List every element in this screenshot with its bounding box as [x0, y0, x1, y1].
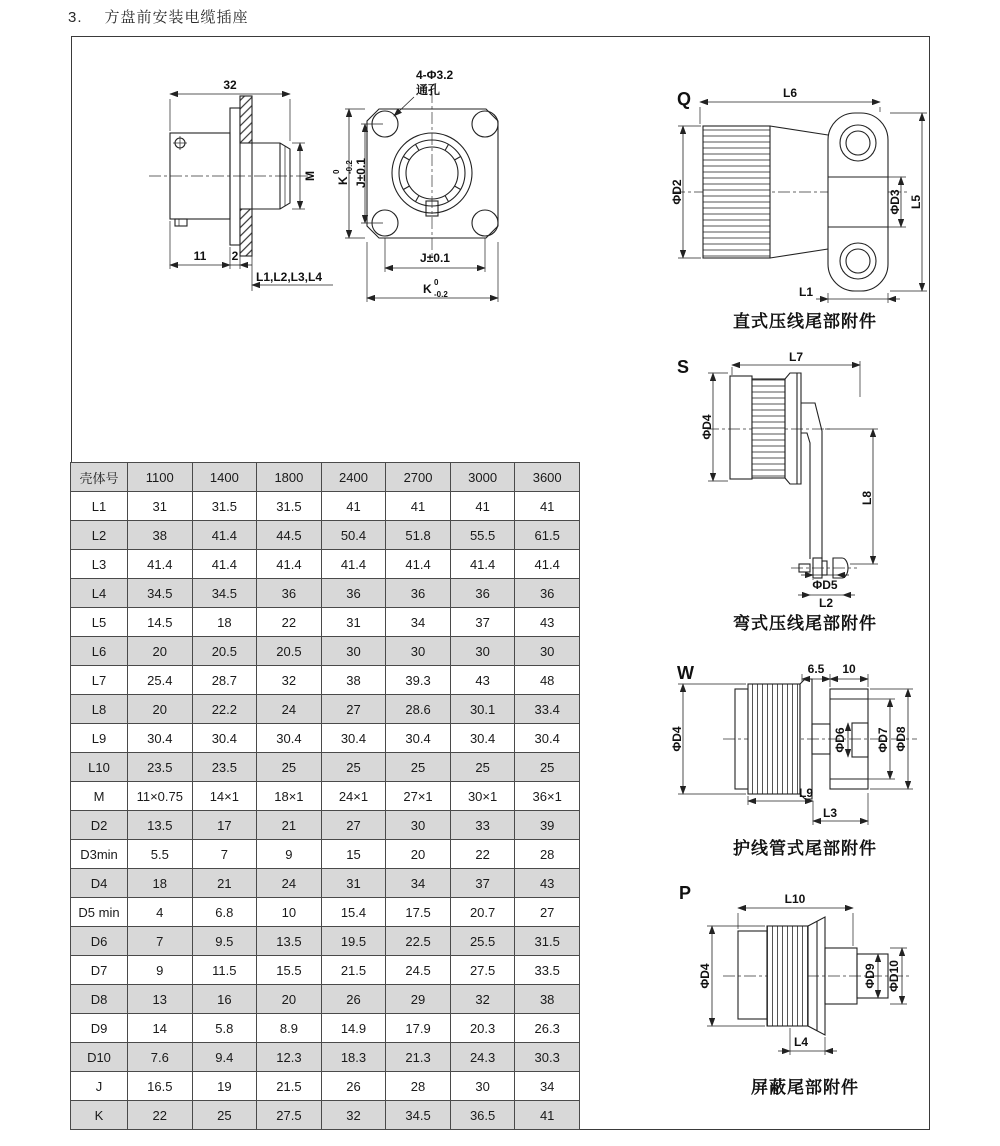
table-row [71, 608, 580, 637]
cell-value: 27.5 [257, 1101, 322, 1130]
table-row [71, 753, 580, 782]
row-label: L1 [71, 492, 128, 521]
cell-value: 33.4 [515, 695, 580, 724]
cell-value: 36 [515, 579, 580, 608]
cell-value: 17 [192, 811, 257, 840]
table-row [71, 521, 580, 550]
cell-value: 38 [321, 666, 386, 695]
row-label: D3min [71, 840, 128, 869]
row-label: L6 [71, 637, 128, 666]
cell-value: 43 [450, 666, 515, 695]
cell-value: 11.5 [192, 956, 257, 985]
row-label: D7 [71, 956, 128, 985]
table-row [71, 840, 580, 869]
side-view-drawing [147, 79, 347, 344]
row-label: J [71, 1072, 128, 1101]
cell-value: 27.5 [450, 956, 515, 985]
cell-value: 24 [257, 869, 322, 898]
cell-value: 9 [257, 840, 322, 869]
holes-callout-line2: 通孔 [416, 83, 441, 97]
cell-value: 14.5 [128, 608, 193, 637]
table-row [71, 579, 580, 608]
row-label: D10 [71, 1043, 128, 1072]
cell-value: 30 [386, 811, 451, 840]
cell-value: 21.5 [321, 956, 386, 985]
row-label: L8 [71, 695, 128, 724]
cell-value: 30.3 [515, 1043, 580, 1072]
dim-label-l7: L7 [788, 350, 804, 364]
table-row [71, 956, 580, 985]
dim-label-32: 32 [223, 78, 237, 92]
cell-value: 33.5 [515, 956, 580, 985]
cell-value: 31 [128, 492, 193, 521]
dim-label-d6: ΦD6 [833, 727, 847, 753]
cell-value: 31.5 [515, 927, 580, 956]
table-row [71, 1101, 580, 1130]
row-label: M [71, 782, 128, 811]
cell-value: 22 [450, 840, 515, 869]
cell-value: 5.5 [128, 840, 193, 869]
dim-label-10: 10 [842, 662, 856, 676]
cell-value: 39.3 [386, 666, 451, 695]
svg-text:0: 0 [434, 278, 439, 287]
cell-value: 31.5 [257, 492, 322, 521]
cell-value: 25 [192, 1101, 257, 1130]
cell-value: 30.4 [515, 724, 580, 753]
cell-value: 27×1 [386, 782, 451, 811]
spec-table-body [71, 492, 580, 1130]
cell-value: 34 [386, 608, 451, 637]
front-view-drawing [332, 63, 593, 338]
dim-label-w-d4: ΦD4 [670, 726, 684, 752]
p-caption: 屏蔽尾部附件 [751, 1078, 859, 1097]
cell-value: 32 [257, 666, 322, 695]
dim-label-d5: ΦD5 [812, 578, 838, 592]
cell-value: 19.5 [321, 927, 386, 956]
cell-value: 39 [515, 811, 580, 840]
cell-value: 30.4 [386, 724, 451, 753]
row-label: L4 [71, 579, 128, 608]
cell-value: 55.5 [450, 521, 515, 550]
cell-value: 7 [128, 927, 193, 956]
row-label: K [71, 1101, 128, 1130]
cell-value: 13 [128, 985, 193, 1014]
table-row [71, 985, 580, 1014]
table-row [71, 695, 580, 724]
cell-value: 31.5 [192, 492, 257, 521]
svg-text:K: K [336, 176, 350, 185]
cell-value: 22 [257, 608, 322, 637]
cell-value: 20 [128, 637, 193, 666]
cell-value: 5.8 [192, 1014, 257, 1043]
row-label: D4 [71, 869, 128, 898]
cell-value: 41.4 [321, 550, 386, 579]
cell-value: 20 [386, 840, 451, 869]
dim-label-l8: L8 [860, 490, 874, 506]
page-title [68, 6, 249, 27]
cell-value: 30.4 [257, 724, 322, 753]
cell-value: 25 [515, 753, 580, 782]
column-header: 1400 [192, 463, 257, 492]
table-row [71, 1014, 580, 1043]
cell-value: 23.5 [192, 753, 257, 782]
table-row [71, 869, 580, 898]
dim-label-d10: ΦD10 [887, 960, 901, 992]
dim-label-j-left: J±0.1 [354, 158, 368, 188]
cell-value: 41.4 [257, 550, 322, 579]
cell-value: 16.5 [128, 1072, 193, 1101]
cell-value: 30.4 [450, 724, 515, 753]
cell-value: 26 [321, 985, 386, 1014]
cell-value: 15.5 [257, 956, 322, 985]
dim-label-l4: L4 [793, 1035, 809, 1049]
cell-value: 9.4 [192, 1043, 257, 1072]
cell-value: 13.5 [257, 927, 322, 956]
dim-label-l9: L9 [799, 786, 814, 800]
dim-label-l2: L2 [818, 596, 834, 610]
cell-value: 20 [257, 985, 322, 1014]
svg-text:K: K [423, 282, 432, 296]
dim-label-k-bottom [423, 278, 448, 299]
cell-value: 6.8 [192, 898, 257, 927]
dim-label-l10: L10 [784, 892, 806, 906]
cell-value: 36.5 [450, 1101, 515, 1130]
row-label: L2 [71, 521, 128, 550]
table-row [71, 724, 580, 753]
cell-value: 8.9 [257, 1014, 322, 1043]
spec-table-head-row [71, 463, 580, 492]
cell-value: 36 [257, 579, 322, 608]
cell-value: 38 [128, 521, 193, 550]
column-header: 3600 [515, 463, 580, 492]
dim-label-2: 2 [231, 249, 239, 263]
flange-hatch-bottom [240, 209, 252, 256]
table-row [71, 927, 580, 956]
cell-value: 32 [450, 985, 515, 1014]
cell-value: 12.3 [257, 1043, 322, 1072]
cell-value: 17.9 [386, 1014, 451, 1043]
dim-label-11: 11 [193, 249, 207, 263]
flange-hatch-top [240, 96, 252, 143]
cell-value: 30×1 [450, 782, 515, 811]
cell-value: 41.4 [515, 550, 580, 579]
column-header: 2700 [386, 463, 451, 492]
table-row [71, 1043, 580, 1072]
cell-value: 32 [321, 1101, 386, 1130]
column-header: 壳体号 [71, 463, 128, 492]
table-row [71, 811, 580, 840]
dim-label-j-bottom: J±0.1 [420, 251, 450, 265]
dim-label-l3: L3 [823, 806, 838, 820]
cell-value: 30 [386, 637, 451, 666]
cell-value: 25.5 [450, 927, 515, 956]
dim-label-d2: ΦD2 [670, 179, 684, 205]
row-label: D2 [71, 811, 128, 840]
cell-value: 27 [321, 695, 386, 724]
cell-value: 33 [450, 811, 515, 840]
column-header: 1800 [257, 463, 322, 492]
cell-value: 25 [450, 753, 515, 782]
table-row [71, 898, 580, 927]
cell-value: 25 [257, 753, 322, 782]
cell-value: 41 [450, 492, 515, 521]
cell-value: 15.4 [321, 898, 386, 927]
cell-value: 13.5 [128, 811, 193, 840]
dim-label-l6: L6 [782, 86, 798, 100]
cell-value: 43 [515, 869, 580, 898]
cell-value: 25.4 [128, 666, 193, 695]
cell-value: 26.3 [515, 1014, 580, 1043]
dim-label-d3: ΦD3 [888, 189, 902, 215]
cell-value: 14×1 [192, 782, 257, 811]
s-caption: 弯式压线尾部附件 [733, 614, 877, 633]
cell-value: 7 [192, 840, 257, 869]
cell-value: 25 [321, 753, 386, 782]
cell-value: 43 [515, 608, 580, 637]
cell-value: 22 [128, 1101, 193, 1130]
row-label: D8 [71, 985, 128, 1014]
cell-value: 30 [450, 637, 515, 666]
cell-value: 10 [257, 898, 322, 927]
cell-value: 38 [515, 985, 580, 1014]
cell-value: 41.4 [192, 521, 257, 550]
dim-label-d8: ΦD8 [894, 726, 908, 752]
cell-value: 34 [386, 869, 451, 898]
cell-value: 30 [515, 637, 580, 666]
cell-value: 30 [450, 1072, 515, 1101]
cell-value: 23.5 [128, 753, 193, 782]
cell-value: 27 [515, 898, 580, 927]
s-knurl [752, 379, 785, 478]
p-knurl [767, 926, 808, 1026]
cell-value: 20 [128, 695, 193, 724]
dim-label-p-d4: ΦD4 [698, 963, 712, 989]
dim-label-d7: ΦD7 [876, 727, 890, 753]
cell-value: 20.5 [257, 637, 322, 666]
q-caption: 直式压线尾部附件 [733, 312, 877, 331]
cell-value: 21 [192, 869, 257, 898]
table-row [71, 637, 580, 666]
table-row [71, 492, 580, 521]
cell-value: 18×1 [257, 782, 322, 811]
cell-value: 7.6 [128, 1043, 193, 1072]
cell-value: 41 [515, 1101, 580, 1130]
column-header: 3000 [450, 463, 515, 492]
q-accessory-drawing [665, 85, 945, 305]
cell-value: 17.5 [386, 898, 451, 927]
table-row [71, 666, 580, 695]
dim-label-m: M [303, 171, 317, 181]
cell-value: 20.5 [192, 637, 257, 666]
cell-value: 16 [192, 985, 257, 1014]
dim-label-d9: ΦD9 [863, 963, 877, 989]
cell-value: 41.4 [386, 550, 451, 579]
cell-value: 36×1 [515, 782, 580, 811]
spec-table [70, 462, 580, 1130]
cell-value: 9.5 [192, 927, 257, 956]
svg-text:-0.2: -0.2 [345, 160, 354, 174]
content-frame [71, 36, 930, 1130]
s-accessory-drawing [665, 350, 945, 610]
row-label: L3 [71, 550, 128, 579]
cell-value: 21.3 [386, 1043, 451, 1072]
cell-value: 28 [515, 840, 580, 869]
cell-value: 24 [257, 695, 322, 724]
cell-value: 41 [386, 492, 451, 521]
cell-value: 22.2 [192, 695, 257, 724]
dim-label-l1: L1 [798, 285, 813, 299]
cell-value: 30.4 [321, 724, 386, 753]
dim-label-lengths: L1,L2,L3,L4 [256, 270, 323, 284]
svg-text:0: 0 [332, 169, 341, 174]
row-label: D5 min [71, 898, 128, 927]
cell-value: 48 [515, 666, 580, 695]
cell-value: 24.3 [450, 1043, 515, 1072]
q-knurl [703, 126, 770, 258]
bayonet-keys [403, 144, 460, 201]
section-number: 3. [68, 9, 83, 26]
cell-value: 22.5 [386, 927, 451, 956]
cell-value: 9 [128, 956, 193, 985]
row-label: L9 [71, 724, 128, 753]
cell-value: 28.7 [192, 666, 257, 695]
q-letter: Q [677, 89, 692, 109]
cell-value: 34.5 [128, 579, 193, 608]
dim-label-65: 6.5 [807, 662, 825, 676]
p-accessory-drawing [665, 853, 945, 1063]
cell-value: 61.5 [515, 521, 580, 550]
cell-value: 30.4 [128, 724, 193, 753]
cell-value: 41.4 [192, 550, 257, 579]
cell-value: 36 [321, 579, 386, 608]
cell-value: 34 [515, 1072, 580, 1101]
cell-value: 31 [321, 869, 386, 898]
cell-value: 18 [128, 869, 193, 898]
cell-value: 19 [192, 1072, 257, 1101]
cell-value: 41 [515, 492, 580, 521]
cell-value: 30 [321, 637, 386, 666]
cell-value: 24×1 [321, 782, 386, 811]
cell-value: 28.6 [386, 695, 451, 724]
cell-value: 27 [321, 811, 386, 840]
cell-value: 20.7 [450, 898, 515, 927]
cell-value: 41.4 [128, 550, 193, 579]
cell-value: 41 [321, 492, 386, 521]
cell-value: 4 [128, 898, 193, 927]
row-label: L5 [71, 608, 128, 637]
cell-value: 37 [450, 869, 515, 898]
cell-value: 20.3 [450, 1014, 515, 1043]
cell-value: 30.4 [192, 724, 257, 753]
cell-value: 28 [386, 1072, 451, 1101]
cell-value: 36 [386, 579, 451, 608]
w-caption: 护线管式尾部附件 [733, 839, 877, 858]
cell-value: 44.5 [257, 521, 322, 550]
cell-value: 37 [450, 608, 515, 637]
cell-value: 21.5 [257, 1072, 322, 1101]
dim-label-s-d4: ΦD4 [700, 414, 714, 440]
cell-value: 50.4 [321, 521, 386, 550]
cell-value: 26 [321, 1072, 386, 1101]
cell-value: 31 [321, 608, 386, 637]
svg-text:-0.2: -0.2 [434, 290, 448, 299]
holes-callout-line1: 4-Φ3.2 [416, 68, 454, 82]
cell-value: 30.1 [450, 695, 515, 724]
cell-value: 34.5 [386, 1101, 451, 1130]
dim-label-l5: L5 [909, 194, 923, 210]
w-accessory-drawing [665, 657, 945, 832]
cell-value: 21 [257, 811, 322, 840]
p-letter: P [679, 883, 692, 903]
cell-value: 25 [386, 753, 451, 782]
s-letter: S [677, 357, 690, 377]
cell-value: 36 [450, 579, 515, 608]
cell-value: 41.4 [450, 550, 515, 579]
row-label: L10 [71, 753, 128, 782]
table-row [71, 1072, 580, 1101]
cell-value: 29 [386, 985, 451, 1014]
cell-value: 24.5 [386, 956, 451, 985]
w-letter: W [677, 663, 694, 683]
row-label: L7 [71, 666, 128, 695]
table-row [71, 782, 580, 811]
section-title-text: 方盘前安装电缆插座 [104, 9, 249, 26]
cell-value: 18 [192, 608, 257, 637]
row-label: D9 [71, 1014, 128, 1043]
column-header: 1100 [128, 463, 193, 492]
cell-value: 34.5 [192, 579, 257, 608]
table-row [71, 550, 580, 579]
cell-value: 51.8 [386, 521, 451, 550]
cell-value: 14 [128, 1014, 193, 1043]
cell-value: 15 [321, 840, 386, 869]
cell-value: 14.9 [321, 1014, 386, 1043]
cell-value: 18.3 [321, 1043, 386, 1072]
row-label: D6 [71, 927, 128, 956]
cell-value: 11×0.75 [128, 782, 193, 811]
column-header: 2400 [321, 463, 386, 492]
w-knurl [748, 684, 800, 794]
